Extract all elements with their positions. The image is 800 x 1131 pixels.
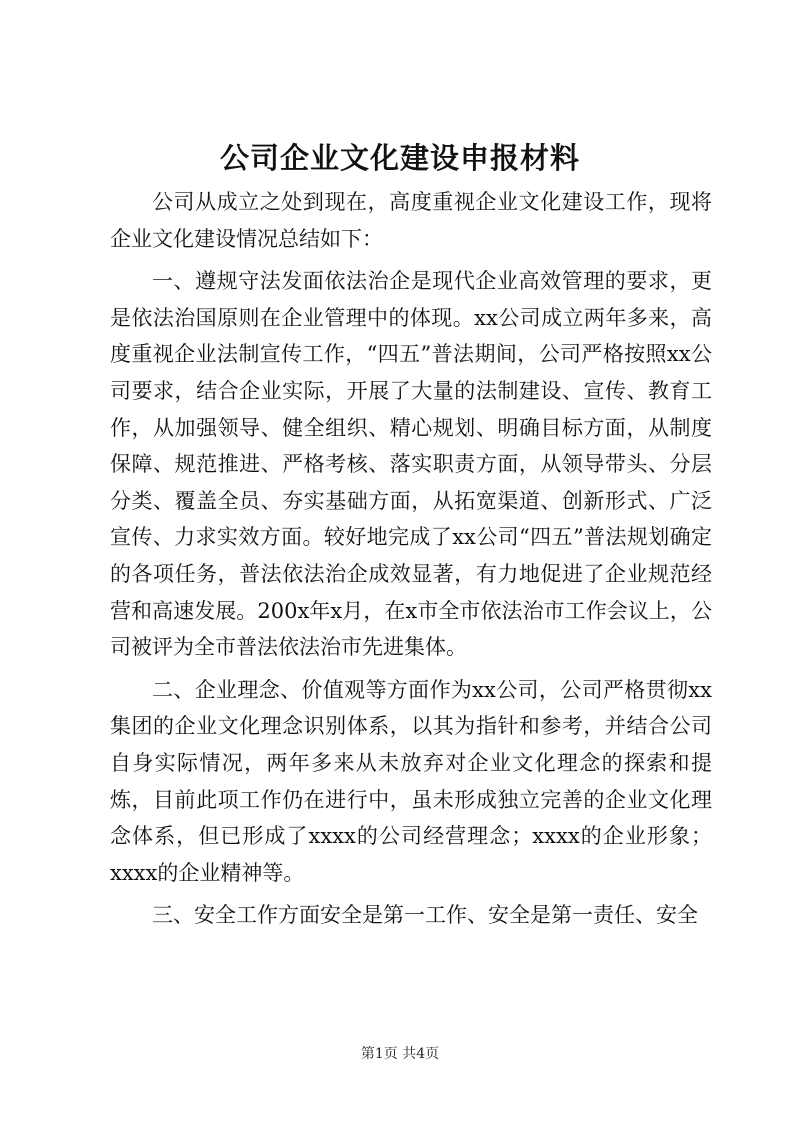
page-number-footer: 第1页 共4页 [360, 1046, 440, 1062]
section-two-paragraph: 二、企业理念、价值观等方面作为xx公司，公司严格贯彻xx集团的企业文化理念识别体系，以其为指针和参考，并结合公司自身实际情况，两年多来从未放弃对企业文化理念的探索和提炼，目前此项工作仍在进行中，虽未形成独立完善的企业文化理念体系，但已形成了xxxx的公司经营理念；xxxx的企业形象；xxxx的企业精神等。 [110, 677, 712, 885]
section-three-paragraph: 三、安全工作方面安全是第一工作、安全是第一责任、安全 [152, 903, 698, 928]
document-body [110, 184, 712, 940]
intro-paragraph: 公司从成立之处到现在，高度重视企业文化建设工作，现将企业文化建设情况总结如下： [110, 190, 712, 251]
section-one-paragraph: 一、遵规守法发面依法治企是现代企业高效管理的要求，更是依法治国原则在企业管理中的体现。xx公司成立两年多来，高度重视企业法制宣传工作，“四五”普法期间，公司严格按照xx公司要求，结合企业实际，开展了大量的法制建设、宣传、教育工作，从加强领导、健全组织、精心规划、明确目标方面，从制度保障、规范推进、严格考核、落实职责方面，从领导带头、分层分类、覆盖全员、夯实基础方面，从拓宽渠道、创新形式、广泛宣传、力求实效方面。较好地完成了xx公司“四五”普法规划确定的各项任务，普法依法治企成效显著，有力地促进了企业规范经营和高速发展。200x年x月，在x市全市依法治市工作会议上，公司被评为全市普法依法治市先进集体。 [110, 269, 712, 660]
document-title: 公司企业文化建设申报材料 [219, 141, 580, 175]
